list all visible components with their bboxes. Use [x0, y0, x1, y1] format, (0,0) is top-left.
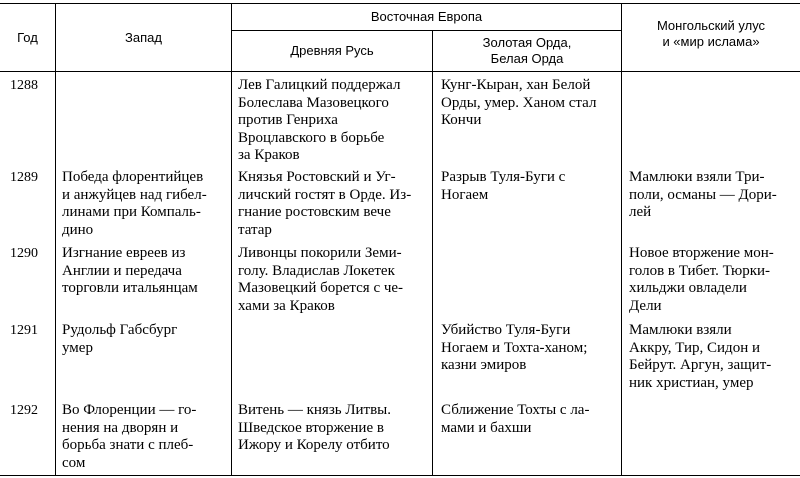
header-rus: Древняя Русь — [290, 43, 374, 58]
header-horde-line-1: Золотая Орда, — [482, 35, 572, 50]
cell-horde — [441, 77, 596, 130]
cell-line: сом — [62, 454, 86, 471]
cell-horde — [441, 402, 589, 437]
cell-line: нения на дворян и — [62, 419, 179, 436]
cell-line: Дели — [629, 297, 662, 314]
cell-line: Ижору и Корелу отбито — [238, 437, 390, 453]
cell-line: Разрыв Туля-Буги с — [441, 169, 566, 185]
col-divider-2 — [231, 3, 232, 476]
cell-line: Ногаем — [441, 186, 489, 203]
cell-line: Орды, умер. Ханом стал — [441, 94, 597, 111]
cell-line: Лев Галицкий поддержал — [238, 77, 401, 93]
cell-line: мами и бахши — [441, 419, 532, 436]
cell-line: Кунг-Кыран, хан Белой — [441, 77, 591, 93]
cell-year: 1289 — [10, 170, 38, 185]
cell-line: Бейрут. Аргун, защит- — [629, 357, 772, 373]
header-eastern-europe: Восточная Европа — [370, 9, 483, 24]
header-year: Год — [17, 30, 38, 45]
cell-line: Убийство Туля-Буги — [441, 322, 571, 338]
cell-year: 1288 — [10, 78, 38, 93]
header-mongol — [622, 18, 800, 50]
cell-line: Аккру, Тир, Сидон и — [629, 339, 760, 356]
rule-header-bottom — [0, 71, 800, 72]
cell-line: борьба знати с плеб- — [62, 437, 194, 453]
cell-line: гнание ростовским вече — [238, 204, 391, 220]
cell-west — [62, 402, 196, 472]
cell-line: Мамлюки взяли — [629, 322, 732, 338]
cell-rus — [238, 169, 411, 239]
cell-line: голу. Владислав Локетек — [238, 262, 395, 279]
header-horde-line-2: Белая Орда — [490, 51, 564, 66]
cell-line: Во Флоренции — го- — [62, 402, 197, 418]
cell-line: Рудольф Габсбург — [62, 322, 178, 338]
cell-line: Победа флорентийцев — [62, 169, 204, 185]
col-divider-1 — [55, 3, 56, 476]
cell-line: Мазовецкий борется с че- — [238, 280, 404, 296]
cell-horde — [441, 169, 565, 204]
cell-line: голов в Тибет. Тюрки- — [629, 262, 770, 279]
cell-line: Мамлюки взяли Три- — [629, 169, 765, 185]
rule-subheader — [231, 30, 621, 31]
header-west: Запад — [125, 30, 162, 45]
cell-line: казни эмиров — [441, 357, 527, 373]
cell-rus — [238, 77, 400, 165]
cell-rus — [238, 245, 403, 315]
cell-line: Англии и передача — [62, 262, 182, 279]
cell-line: и анжуйцев над гибел- — [62, 186, 207, 203]
cell-year: 1292 — [10, 403, 38, 418]
cell-line: Сближение Тохты с ла- — [441, 402, 590, 418]
cell-year: 1291 — [10, 323, 38, 338]
cell-line: личский гостят в Орде. Из- — [238, 186, 412, 203]
cell-line: лей — [629, 204, 652, 220]
cell-line: дино — [62, 221, 94, 238]
cell-line: поли, османы — Дори- — [629, 186, 777, 203]
cell-mongol — [629, 322, 771, 392]
header-mongol-line-2: и «мир ислама» — [662, 34, 760, 49]
cell-line: против Генриха — [238, 112, 338, 128]
cell-mongol — [629, 245, 774, 315]
rule-top — [0, 3, 800, 4]
cell-line: Кончи — [441, 112, 482, 128]
cell-line: умер — [62, 339, 93, 356]
cell-line: Вроцлавского в борьбе — [238, 129, 385, 146]
cell-line: Ногаем и Тохта-ханом; — [441, 339, 588, 356]
cell-west — [62, 322, 177, 357]
cell-line: линами при Компаль- — [62, 204, 201, 220]
cell-line: хами за Краков — [238, 297, 335, 314]
cell-west — [62, 245, 198, 298]
col-divider-3 — [432, 30, 433, 476]
cell-rus — [238, 402, 391, 455]
cell-line: татар — [238, 221, 272, 238]
cell-line: Болеслава Мазовецкого — [238, 94, 389, 111]
cell-line: Князья Ростовский и Уг- — [238, 169, 396, 185]
cell-line: ник христиан, умер — [629, 374, 754, 391]
cell-line: торговли итальянцам — [62, 280, 198, 296]
rule-bottom — [0, 475, 800, 476]
header-mongol-line-1: Монгольский улус — [656, 18, 766, 33]
cell-line: Витень — князь Литвы. — [238, 402, 392, 418]
cell-line: хильджи овладели — [629, 280, 747, 296]
cell-line: Ливонцы покорили Земи- — [238, 245, 402, 261]
cell-line: Изгнание евреев из — [62, 245, 186, 261]
cell-west — [62, 169, 207, 239]
cell-line: Новое вторжение мон- — [629, 245, 774, 261]
cell-year: 1290 — [10, 246, 38, 261]
cell-line: за Краков — [238, 147, 300, 163]
cell-line: Шведское вторжение в — [238, 419, 384, 436]
header-horde — [433, 35, 621, 67]
col-divider-4 — [621, 3, 622, 476]
cell-horde — [441, 322, 587, 375]
cell-mongol — [629, 169, 777, 222]
